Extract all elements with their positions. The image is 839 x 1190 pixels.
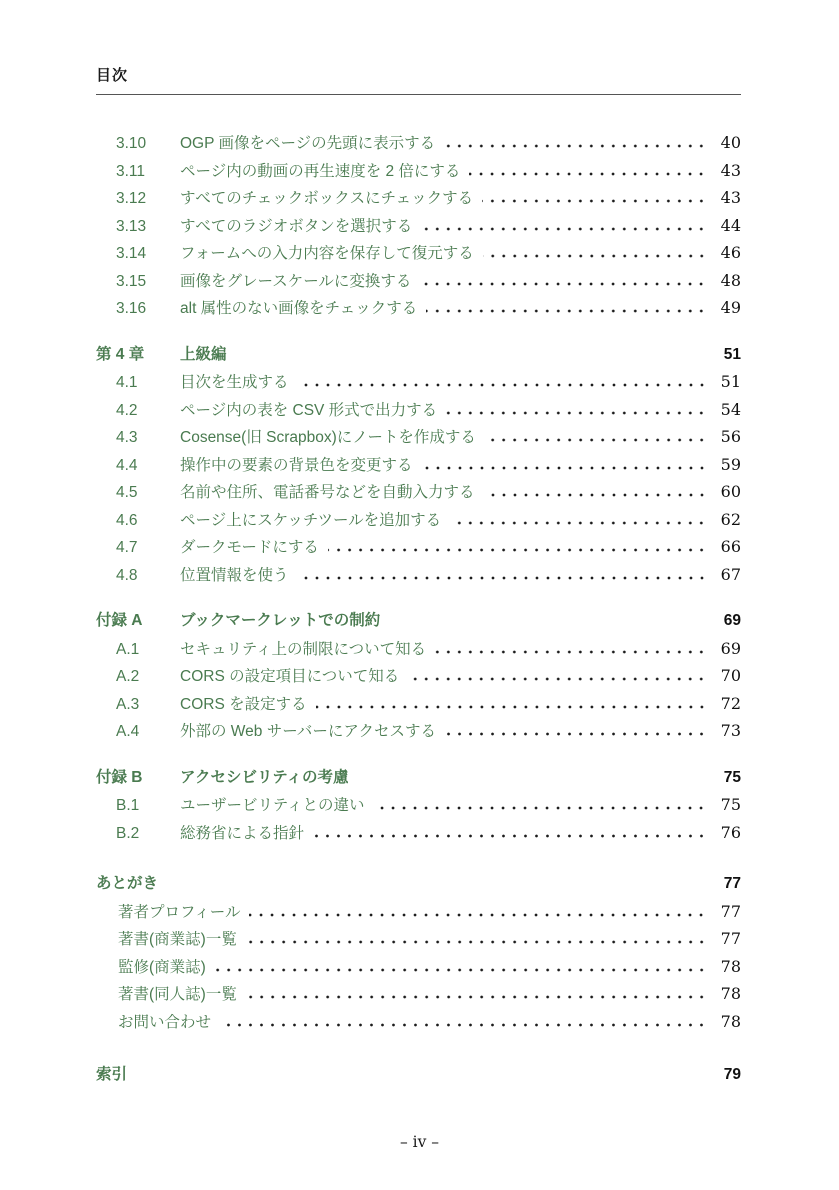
entry-number: 4.1 (116, 374, 138, 391)
dot-leader (446, 411, 707, 415)
dot-leader (373, 806, 707, 810)
entry-title: 位置情報を使う (180, 566, 289, 584)
toc-entry (96, 898, 741, 926)
toc-entry (96, 690, 741, 718)
entry-number: 3.16 (116, 300, 147, 317)
page-number: 67 (720, 564, 741, 584)
page-number: 40 (720, 133, 741, 152)
entry-number: A.2 (116, 668, 140, 685)
dot-leader (482, 199, 707, 203)
entry-number: B.1 (116, 797, 140, 814)
entry-title: セキュリティ上の制限について知る (180, 640, 427, 658)
page-number: 56 (720, 427, 741, 446)
entry-number: 3.13 (116, 217, 147, 235)
dot-leader (444, 144, 707, 148)
dot-leader (450, 521, 707, 525)
page-number: 77 (720, 929, 741, 948)
page-number: 78 (720, 984, 741, 1003)
page-number: 75 (723, 768, 741, 786)
dot-leader (316, 705, 707, 709)
page-number: 70 (720, 666, 741, 685)
entry-number: 3.15 (116, 272, 147, 290)
dot-leader (249, 913, 707, 917)
leader-spacer (389, 621, 707, 625)
footer-page-indicator: – iv – (399, 1133, 440, 1151)
entry-title: 総務省による指針 (180, 824, 305, 842)
page-number: 66 (720, 537, 741, 556)
leader-spacer (358, 778, 708, 782)
entry-number: 4.2 (116, 401, 138, 419)
page-number: 78 (720, 1011, 741, 1031)
entry-number: 4.3 (116, 429, 138, 446)
entry-number: A.1 (116, 640, 140, 658)
page-number: 59 (720, 454, 741, 474)
toc-heading-title: 索引 (96, 1066, 128, 1083)
page-number: 79 (723, 1066, 741, 1083)
toc-entry (96, 129, 741, 157)
toc-entry (96, 980, 741, 1008)
entry-title: 監修(商業誌) (118, 958, 206, 976)
page-number: 51 (723, 345, 741, 363)
toc-heading-title: アクセシビリティの考慮 (180, 768, 349, 786)
page-number: 43 (720, 188, 741, 207)
page-number: 49 (720, 298, 741, 317)
toc-heading-label: 付録 A (96, 612, 143, 629)
toc-heading-title: 上級編 (180, 345, 227, 363)
toc-heading (96, 1061, 741, 1089)
dot-leader (426, 309, 707, 313)
entry-number: 3.11 (116, 162, 146, 180)
dot-leader (445, 732, 707, 736)
page-number: 75 (720, 795, 741, 814)
page-number: 76 (720, 822, 741, 842)
page-number: 54 (720, 399, 741, 419)
entry-number: 4.6 (116, 511, 138, 529)
entry-number: 3.12 (116, 190, 147, 207)
toc-heading (96, 341, 741, 369)
leader-spacer (236, 355, 707, 359)
toc-entry (96, 925, 741, 953)
page-number: 48 (720, 270, 741, 290)
dot-leader (220, 1023, 707, 1027)
entry-title: 目次を生成する (180, 374, 289, 391)
toc-entry (96, 953, 741, 981)
entry-number: 3.14 (116, 245, 147, 262)
toc-entry (96, 368, 741, 396)
toc-entry (96, 212, 741, 240)
toc-entry (96, 819, 741, 847)
entry-title: CORS の設定項目について知る (180, 668, 400, 685)
toc-entry (96, 423, 741, 451)
toc-entry (96, 717, 741, 745)
entry-title: alt 属性のない画像をチェックする (180, 300, 418, 317)
entry-title: CORS を設定する (180, 695, 307, 713)
dot-leader (420, 282, 707, 286)
page-number: 69 (723, 612, 741, 629)
dot-leader (313, 834, 707, 838)
entry-title: ページ内の動画の再生速度を 2 倍にする (180, 162, 461, 180)
toc-entry (96, 478, 741, 506)
toc-entry (96, 294, 741, 322)
entry-number: 4.7 (116, 539, 138, 556)
toc-entry (96, 791, 741, 819)
dot-leader (422, 466, 707, 470)
dot-leader (246, 995, 707, 999)
toc-heading-title: あとがき (96, 875, 159, 892)
entry-title: すべてのチェックボックスにチェックする (180, 190, 474, 207)
dot-leader (328, 548, 707, 552)
leader-spacer (136, 1075, 707, 1079)
page-number: 44 (720, 215, 741, 235)
dot-leader (485, 438, 707, 442)
entry-title: ユーザービリティとの違い (180, 797, 365, 814)
page-number: 72 (720, 693, 741, 713)
page-number: 62 (720, 509, 741, 529)
dot-leader (246, 940, 707, 944)
toc-entry (96, 396, 741, 424)
entry-title: 著書(同人誌)一覧 (118, 986, 237, 1003)
toc-heading-label: 第 4 章 (96, 345, 145, 363)
entry-title: 著書(商業誌)一覧 (118, 931, 237, 948)
toc-heading-title: ブックマークレットでの制約 (180, 612, 381, 629)
toc-entry (96, 184, 741, 212)
toc-heading (96, 764, 741, 792)
leader-spacer (167, 884, 707, 888)
dot-leader (421, 227, 707, 231)
page-number: 43 (720, 160, 741, 180)
entry-title: フォームへの入力内容を保存して復元する (180, 245, 474, 262)
entry-number: A.3 (116, 695, 140, 713)
entry-title: すべてのラジオボタンを選択する (180, 217, 413, 235)
dot-leader (483, 254, 707, 258)
dot-leader (484, 493, 707, 497)
entry-number: 4.5 (116, 484, 138, 501)
entry-title: ページ内の表を CSV 形式で出力する (180, 401, 438, 419)
table-of-contents (96, 129, 741, 1089)
toc-entry (96, 662, 741, 690)
page-content (96, 64, 741, 1089)
entry-title: OGP 画像をページの先頭に表示する (180, 135, 436, 152)
entry-number: B.2 (116, 824, 140, 842)
page-number: 51 (720, 372, 741, 391)
toc-entry (96, 506, 741, 534)
page-number: 46 (720, 243, 741, 262)
toc-heading (96, 607, 741, 635)
page-number: 77 (720, 901, 741, 921)
entry-title: お問い合わせ (118, 1013, 212, 1031)
toc-entry (96, 561, 741, 589)
entry-title: ページ上にスケッチツールを追加する (180, 511, 442, 529)
dot-leader (298, 576, 707, 580)
toc-entry (96, 533, 741, 561)
entry-title: ダークモードにする (180, 539, 319, 556)
dot-leader (435, 650, 707, 654)
entry-title: 外部の Web サーバーにアクセスする (180, 723, 436, 740)
page-number: 78 (720, 956, 741, 976)
toc-heading (96, 870, 741, 898)
entry-title: 操作中の要素の背景色を変更する (180, 456, 413, 474)
toc-entry (96, 1008, 741, 1036)
page-number: 69 (720, 638, 741, 658)
entry-title: 著者プロフィール (118, 903, 241, 921)
entry-number: 4.8 (116, 566, 138, 584)
toc-entry (96, 239, 741, 267)
toc-heading-label: 付録 B (96, 768, 143, 786)
dot-leader (469, 172, 707, 176)
entry-title: 画像をグレースケールに変換する (180, 272, 412, 290)
entry-number: 4.4 (116, 456, 138, 474)
running-head-title: 目次 (96, 64, 741, 95)
entry-title: Cosense(旧 Scrapbox)にノートを作成する (180, 429, 476, 446)
toc-entry (96, 635, 741, 663)
entry-number: 3.10 (116, 135, 147, 152)
entry-title: 名前や住所、電話番号などを自動入力する (180, 484, 475, 501)
dot-leader (215, 968, 707, 972)
dot-leader (408, 677, 707, 681)
page-number: 77 (723, 875, 741, 892)
dot-leader (298, 383, 707, 387)
toc-entry (96, 157, 741, 185)
entry-number: A.4 (116, 723, 140, 740)
toc-entry (96, 267, 741, 295)
page-number: 60 (720, 482, 741, 501)
page-number: 73 (720, 721, 741, 740)
toc-entry (96, 451, 741, 479)
